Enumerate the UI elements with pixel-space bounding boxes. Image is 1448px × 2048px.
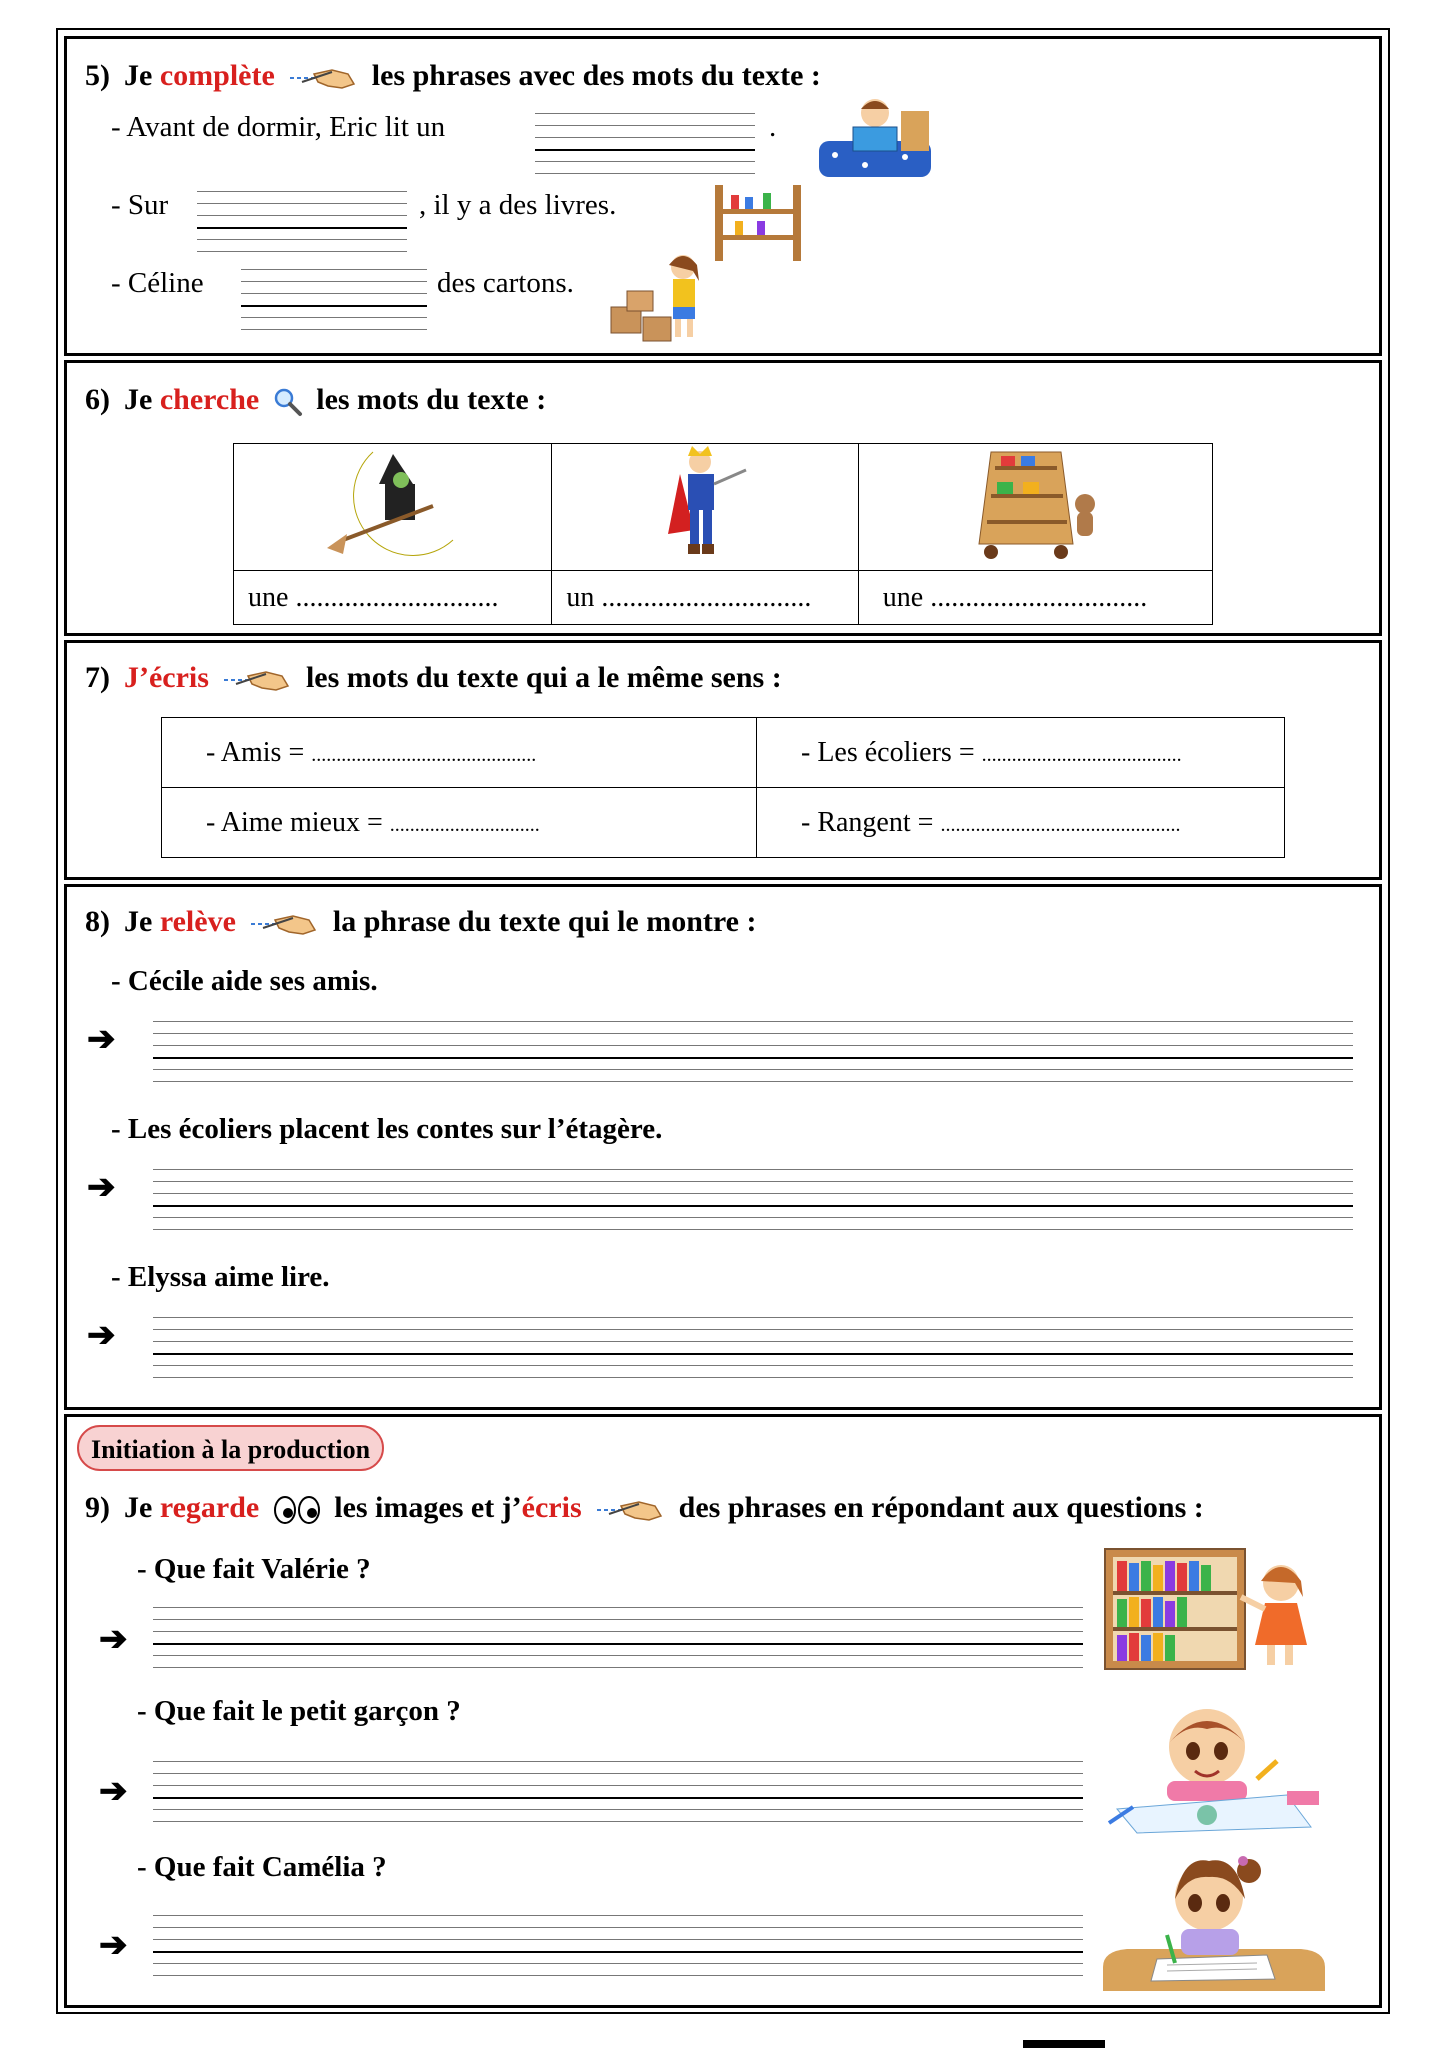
exercise-7-title: 7) J’écris les mots du texte qui a le même sens : (85, 661, 782, 696)
answer-lines-1[interactable] (153, 1021, 1353, 1091)
arrow-right-icon: ➔ (87, 1317, 116, 1354)
answer-lines-3[interactable] (153, 1317, 1353, 1387)
statement-2: - Les écoliers placent les contes sur l’étagère. (111, 1113, 663, 1145)
synonym-cell-rangent[interactable]: - Rangent = ................................................ (757, 788, 1285, 858)
girl-with-boxes-image (607, 247, 717, 347)
exercise-8-title: 8) Je relève la phrase du texte qui le montre : (85, 905, 756, 940)
sentence-end: des cartons. (437, 267, 574, 299)
exercise-5 (64, 36, 1382, 356)
exercise-9 (64, 1414, 1382, 2008)
answer-blank[interactable] (197, 187, 407, 257)
exercise-5-item-3: - Céline (111, 267, 204, 299)
pen-hand-icon (595, 1494, 665, 1526)
valerie-bookshelf-image (1103, 1547, 1323, 1673)
question-2: - Que fait le petit garçon ? (137, 1695, 461, 1727)
synonym-cell-ecoliers[interactable]: - Les écoliers = ........................................ (757, 718, 1285, 788)
synonym-cell-aime-mieux[interactable]: - Aime mieux = .............................. (162, 788, 757, 858)
arrow-right-icon: ➔ (87, 1169, 116, 1206)
boy-drawing-image (1097, 1699, 1331, 1835)
arrow-right-icon: ➔ (99, 1621, 128, 1658)
synonym-cell-amis[interactable]: - Amis = ............................................. (162, 718, 757, 788)
witch-image-cell (234, 444, 552, 571)
question-1: - Que fait Valérie ? (137, 1553, 371, 1585)
exercise-6 (64, 360, 1382, 636)
word-search-table (233, 443, 1213, 625)
exercise-5-item-2: - Sur (111, 189, 169, 221)
sentence-end: , il y a des livres. (419, 189, 617, 221)
pen-hand-icon (222, 664, 292, 696)
exercise-5-title: 5) Je complète les phrases avec des mots du texte : (85, 59, 821, 94)
prince-image-cell (552, 444, 858, 571)
sentence-end: . (769, 111, 777, 143)
answer-lines-q1[interactable] (153, 1607, 1083, 1677)
exercise-7 (64, 640, 1382, 880)
camelia-writing-image (1097, 1851, 1331, 1993)
exercise-6-title: 6) Je cherche les mots du texte : (85, 383, 547, 416)
eyes-icon (273, 1495, 321, 1525)
bookshelf-image (713, 183, 803, 263)
arrow-right-icon: ➔ (99, 1927, 128, 1964)
book-cart-image (965, 444, 1105, 562)
answer-lines-q3[interactable] (153, 1915, 1083, 1985)
bookshelf-cart-image-cell (858, 444, 1212, 571)
production-badge: Initiation à la production (77, 1425, 384, 1471)
statement-1: - Cécile aide ses amis. (111, 965, 378, 997)
pen-hand-icon (249, 908, 319, 940)
question-3: - Que fait Camélia ? (137, 1851, 387, 1883)
arrow-right-icon: ➔ (87, 1021, 116, 1058)
answer-lines-2[interactable] (153, 1169, 1353, 1239)
page-number-tab (1023, 2040, 1105, 2048)
exercise-8 (64, 884, 1382, 1410)
answer-blank[interactable] (241, 267, 427, 337)
statement-3: - Elyssa aime lire. (111, 1261, 330, 1293)
word-cell-2[interactable]: un .............................. (552, 571, 858, 625)
answer-lines-q2[interactable] (153, 1761, 1083, 1831)
exercise-9-title: 9) Je regarde les images et j’écris des phrases en répondant aux questions : (85, 1491, 1204, 1526)
witch-on-moon-image (323, 444, 463, 562)
boy-reading-in-bed-image (815, 91, 935, 181)
word-cell-1[interactable]: une ............................. (234, 571, 552, 625)
answer-blank[interactable] (535, 107, 755, 177)
magnifier-icon (273, 387, 303, 417)
arrow-right-icon: ➔ (99, 1773, 128, 1810)
synonym-table (161, 717, 1285, 858)
word-cell-3[interactable]: une ............................... (858, 571, 1212, 625)
pen-hand-icon (288, 62, 358, 94)
exercise-5-item-1: - Avant de dormir, Eric lit un (111, 111, 446, 143)
prince-image (650, 444, 760, 562)
